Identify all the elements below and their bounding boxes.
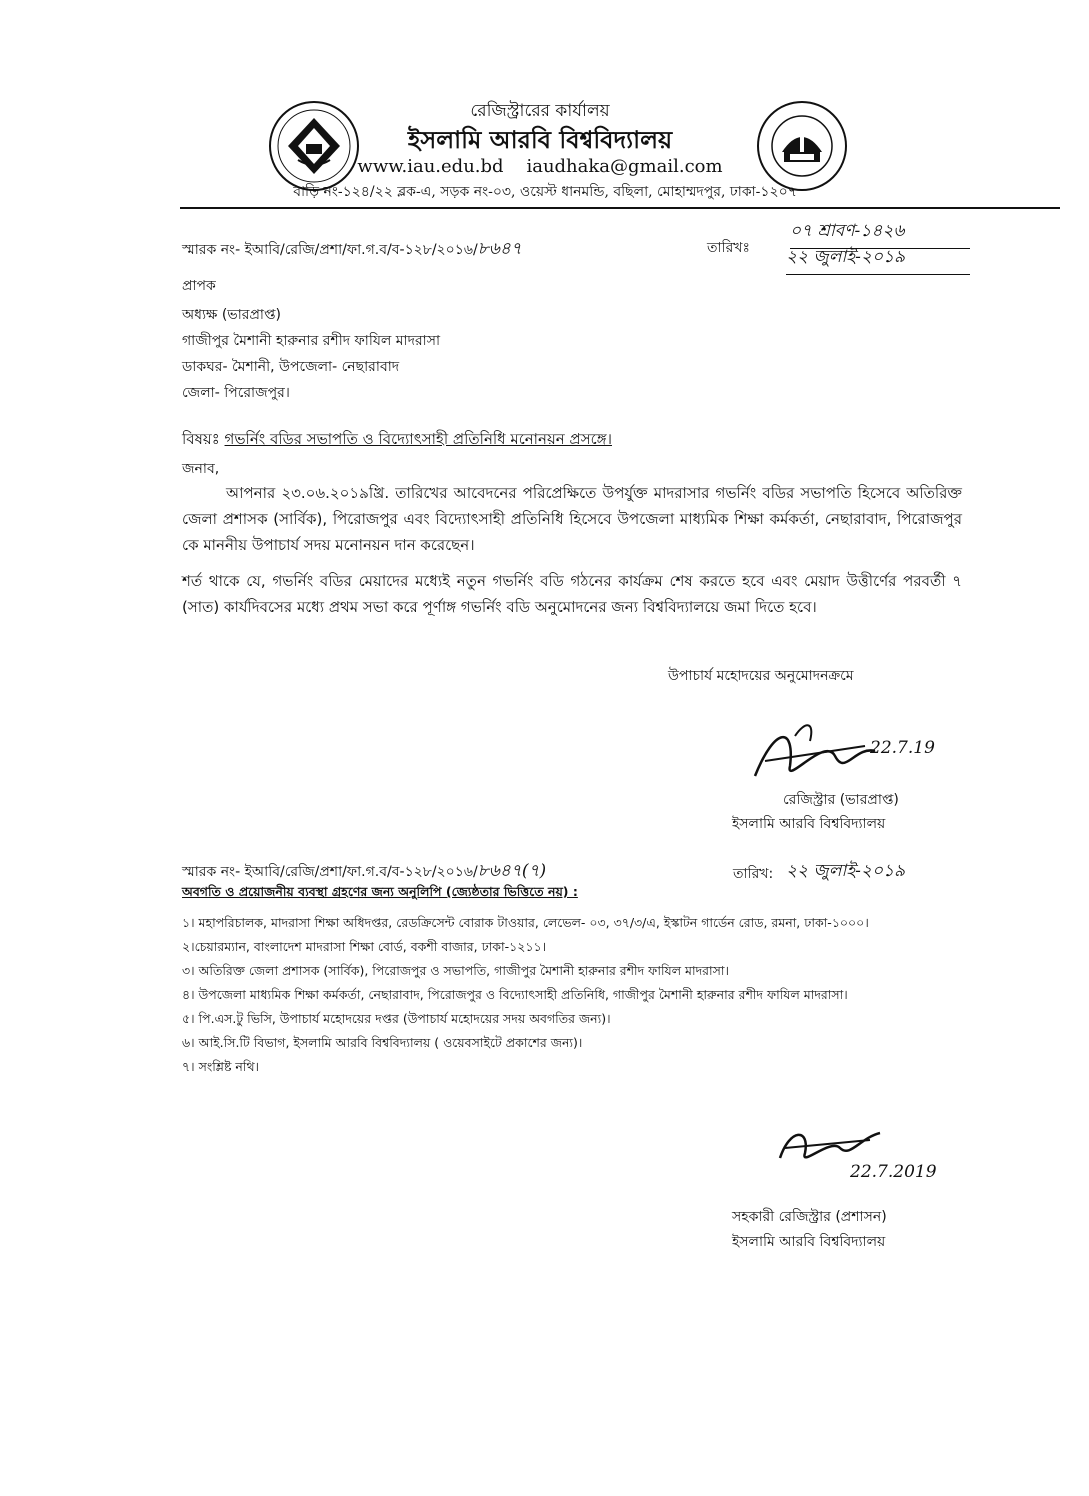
- memo2-date-label: তারিখ:: [733, 866, 774, 882]
- registrar-org: ইসলামি আরবি বিশ্ববিদ্যালয়: [732, 816, 886, 832]
- copy-item: ৭। সংশ্লিষ্ট নথি।: [182, 1059, 260, 1074]
- salutation: জনাব,: [182, 461, 220, 477]
- copy-item: ৫। পি.এস.টু ভিসি, উপাচার্য মহোদয়ের দপ্তর (উপাচার্য মহোদয়ের সদয় অবগতির জন্য)।: [182, 1011, 611, 1026]
- recipient-block: [182, 302, 440, 406]
- subject-text: গভর্নিং বডির সভাপতি ও বিদ্যোৎসাহী প্রতিনিধি মনোনয়ন প্রসঙ্গে।: [224, 430, 612, 448]
- recipient-line: গাজীপুর মৈশানী হারুনার রশীদ ফাযিল মাদরাসা: [182, 333, 441, 349]
- copy-item: ৬। আই.সি.টি বিভাগ, ইসলামি আরবি বিশ্ববিদ্যালয় ( ওয়েবসাইটে প্রকাশের জন্য)।: [182, 1035, 583, 1050]
- header-divider: [180, 207, 1060, 209]
- university-name: ইসলামি আরবি বিশ্ববিদ্যালয়: [407, 125, 673, 154]
- contact-line: [330, 156, 750, 177]
- recipient-line: জেলা- পিরোজপুর।: [182, 385, 290, 401]
- registrar-title: রেজিস্ট্রার (ভারপ্রাপ্ত): [783, 792, 899, 808]
- body-paragraph-2: শর্ত থাকে যে, গভর্নিং বডির মেয়াদের মধ্যেই নতুন গভর্নিং বডি গঠনের কার্যক্রম শেষ করতে হবে এবং মেয়াদ উত্তীর্ণের পরবর্তী ৭ (সাত) কার্যদিবসের মধ্যে প্রথম সভা করে পূর্ণাঙ্গ গভর্নিং বডি অনুমোদনের জন্য বিশ্ববিদ্যালয়ে জমা দিতে হবে।: [182, 572, 962, 616]
- subject-label: বিষয়ঃ: [182, 430, 220, 448]
- assistant-registrar-title: সহকারী রেজিস্ট্রার (প্রশাসন): [732, 1209, 887, 1225]
- office-title: রেজিস্ট্রারের কার্যালয়: [470, 101, 610, 121]
- subject-line: [182, 428, 612, 453]
- memo-ref-number: ৮৬৪৭: [477, 239, 522, 259]
- copies-list: [182, 914, 952, 1076]
- copies-heading: অবগতি ও প্রয়োজনীয় ব্যবস্থা গ্রহণের জন্য অনুলিপি (জ্যেষ্ঠতার ভিত্তিতে নয়) :: [182, 884, 578, 899]
- address-line: বাড়ি নং-১২৪/২২ ব্লক-এ, সড়ক নং-০৩, ওয়েস্ট ধানমন্ডি, বছিলা, মোহাম্মদপুর, ঢাকা-১২০৭: [293, 184, 797, 200]
- website-link[interactable]: www.iau.edu.bd: [357, 156, 504, 177]
- memo2-ref-number: ৮৬৪৭(৭): [477, 861, 547, 881]
- recipient-line: অধ্যক্ষ (ভারপ্রাপ্ত): [182, 307, 281, 323]
- email-link[interactable]: iaudhaka@gmail.com: [526, 156, 723, 177]
- memo2-reference: স্মারক নং- ইআবি/রেজি/প্রশা/ফা.গ.ব/ব-১২৮/২০১৬/৮৬৪৭(৭): [182, 861, 547, 881]
- recipient-label: প্রাপক: [182, 278, 216, 294]
- assistant-registrar-org: ইসলামি আরবি বিশ্ববিদ্যালয়: [732, 1234, 886, 1250]
- memo-date-label: তারিখঃ: [707, 240, 750, 256]
- body-paragraph-1: আপনার ২৩.০৬.২০১৯খ্রি. তারিখের আবেদনের পরিপ্রেক্ষিতে উপর্যুক্ত মাদরাসার গভর্নিং বডির সভাপতি হিসেবে অতিরিক্ত জেলা প্রশাসক (সার্বিক), পিরোজপুর এবং বিদ্যোৎসাহী প্রতিনিধি হিসেবে উপজেলা মাধ্যমিক শিক্ষা কর্মকর্তা, নেছারাবাদ, পিরোজপুর কে মাননীয় উপাচার্য সদয় মনোনয়ন দান করেছেন।: [182, 484, 962, 554]
- registrar-signature-date: 22.7.19: [870, 738, 935, 758]
- assistant-registrar-signature-date: 22.7.2019: [850, 1162, 937, 1182]
- memo-reference: স্মারক নং- ইআবি/রেজি/প্রশা/ফা.গ.ব/ব-১২৮/২০১৬/৮৬৪৭: [182, 239, 522, 259]
- memo-date-bangla: ০৭ শ্রাবণ-১৪২৬: [790, 218, 970, 249]
- approval-note: উপাচার্য মহোদয়ের অনুমোদনক্রমে: [668, 668, 854, 684]
- copy-item: ৪। উপজেলা মাধ্যমিক শিক্ষা কর্মকর্তা, নেছারাবাদ, পিরোজপুর ও বিদ্যোৎসাহী প্রতিনিধি, গাজীপুর মৈশানী হারুনার রশীদ ফাযিল মাদরাসা।: [182, 987, 848, 1002]
- memo2-date: ২২ জুলাই-২০১৯: [786, 861, 906, 881]
- recipient-line: ডাকঘর- মৈশানী, উপজেলা- নেছারাবাদ: [182, 359, 400, 375]
- copy-item: ১। মহাপরিচালক, মাদরাসা শিক্ষা অধিদপ্তর, রেডক্রিসেন্ট বোরাক টাওয়ার, লেভেল- ০৩, ৩৭/৩/এ, ইস্কাটন গার্ডেন রোড, রমনা, ঢাকা-১০০০।: [182, 915, 869, 930]
- copy-item: ৩। অতিরিক্ত জেলা প্রশাসক (সার্বিক), পিরোজপুর ও সভাপতি, গাজীপুর মৈশানী হারুনার রশীদ ফাযিল মাদরাসা।: [182, 963, 729, 978]
- copy-item: ২।চেয়ারম্যান, বাংলাদেশ মাদরাসা শিক্ষা বোর্ড, বকশী বাজার, ঢাকা-১২১১।: [182, 939, 547, 954]
- memo-date-gregorian: ২২ জুলাই-২০১৯: [786, 244, 970, 275]
